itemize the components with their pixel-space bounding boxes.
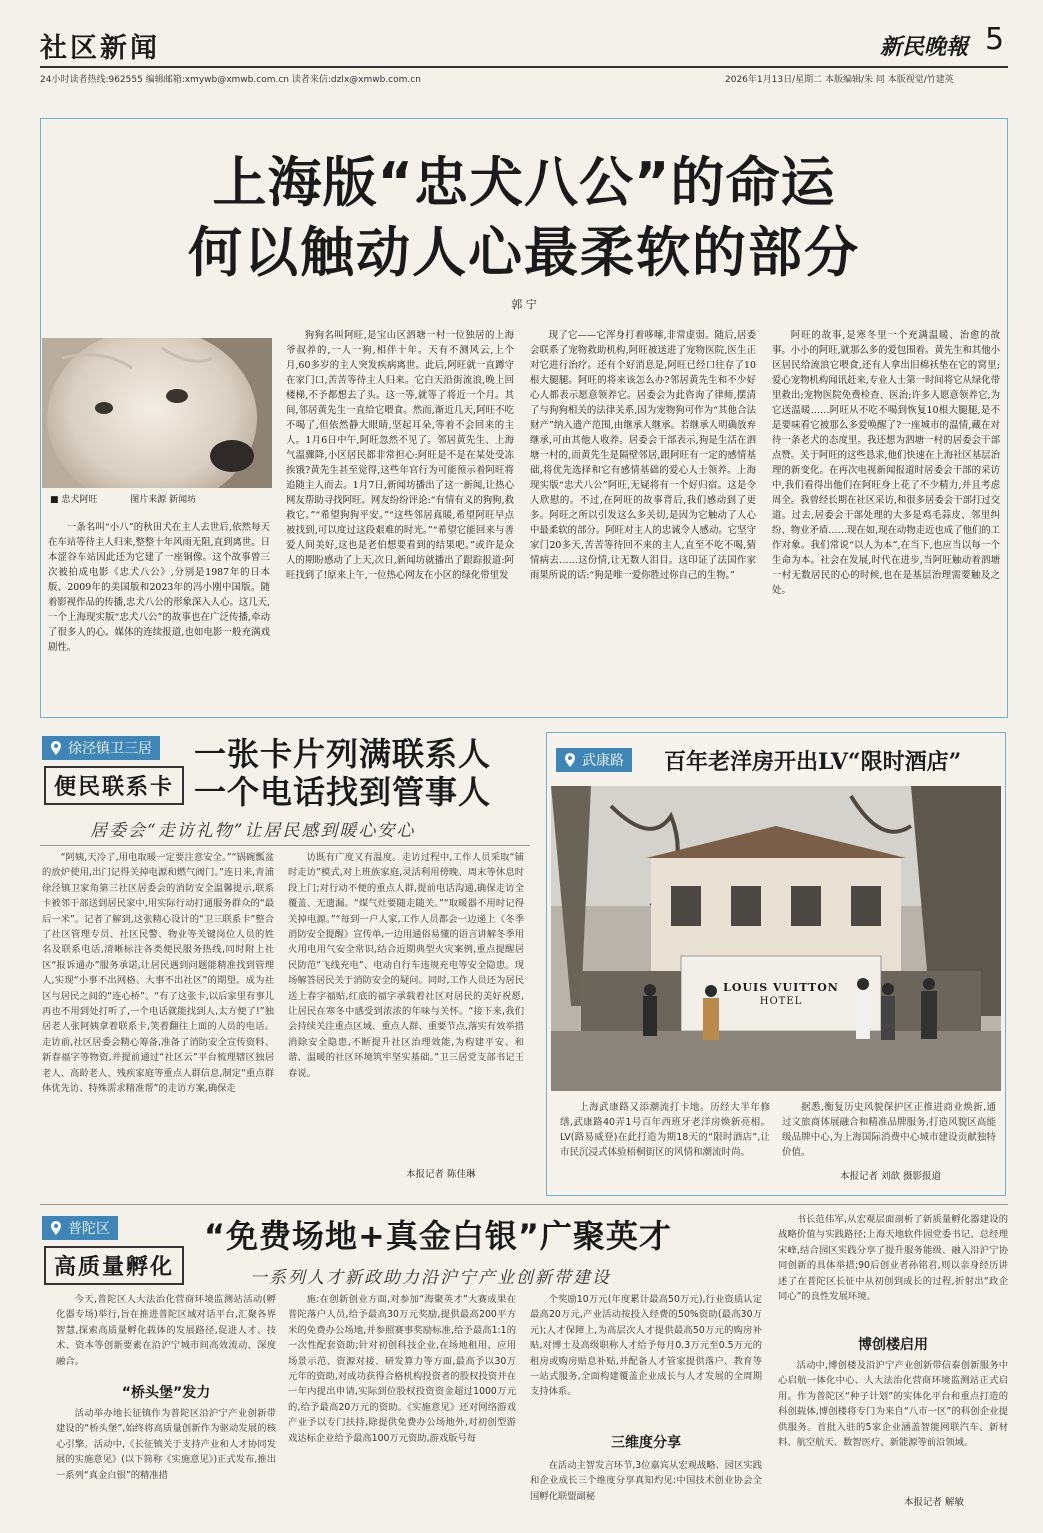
lv-hotel-photo	[551, 786, 1001, 1091]
location-tag-putuo	[42, 1216, 118, 1240]
xujing-headline-2: 一个电话找到管事人	[194, 773, 492, 811]
header-rule	[40, 66, 1008, 68]
xujing-column-1: “阿姨,天冷了,用电取暖一定要注意安全。”“锅碗瓢盆的放炉使用,出门记得关掉电源和燃气阀门。”连日来,青浦徐泾镇卫家角第三社区居委会的消防安全温馨提示,联系卡被邻干部送到居民家中,用实际行动打通服务群众的“最后一米”。记者了解到,这张精心设计的“卫三联系卡”整合了社区管理专员、社区民警、物业等关键岗位人员的姓名及联系电话,清晰标注各类便民服务热线,同时附上社区“报诉通办”服务承诺,让居民遇到问题能精准找到管理人,实现“小事不出网格、大事不出社区”的期望。成为社区与居民之间的“连心桥”。“有了这张卡,以后家里有事儿再也不用到处打听了,一个电话就能找到人,太方便了!”独居老人张阿姨拿着联系卡,笑着翻往上面的人员的电话。走访前,社区居委会精心筹备,准备了消防安全宣传资料、新春福字等物资,并提前通过“社区云”平台梳理辖区独居老人、高龄老人、残疾家庭等重点人群信息,制定“重点群体优先访、特殊需求精准帮”的走访方案,确保走	[42, 852, 274, 1095]
putuo-subtitle-bridgehead: “桥头堡”发力	[121, 1385, 211, 1401]
putuo-column-2: 施:在创新创业方面,对参加“海聚英才”大赛成果在普陀落户人员,给予最高30万元奖励,提供最高200平方米的免费办公场地,并参照赛事奖励标准,给予最高1:1的一次性配套资助;针对初创科技企业,在场地租用、应用场景示范、资源对接、研发算力等方面,最高予以30万元年的资助,对成功获得合格机构投资者的股权投资并在一年内提出申请,实际到位股权投资资金超过1000万元的,给予最高20万元的资助。《实施意见》还对网络游戏产业予以专门扶持,除提供免费办公场地外,对初创型游戏达标企业给予最高100万元资助,游戏版号每	[288, 1294, 516, 1444]
location-tag-wukang	[556, 748, 632, 772]
top-story-title-line2: 何以触动人心最柔软的部分	[188, 221, 860, 284]
putuo-column-1b: 活动举办地长征镇作为普陀区沿沪宁产业创新带建设的“桥头堡”,始终将高质量创新作为驱动发展的核心引擎。活动中,《长征镇关于支持产业和人才协同发展的实施意见》(以下简称《实施意见》)正式发布,推出一系列“真金白银”的精准措	[56, 1408, 276, 1481]
xujing-headline-1: 一张卡片列满联系人	[194, 735, 492, 773]
wukang-caption-2: 据悉,衡复历史风貌保护区正推进商业焕新,通过文旅商体展融合和精准品牌服务,打造风貌区高能级品牌中心,为上海国际消费中心城市建设贡献独特价值。	[782, 1102, 996, 1158]
putuo-column-3b: 在活动主智发言环节,3位嘉宾从宏观战略、园区实践和企业成长三个维度分享真知灼见:中国技术创业协会全国孵化联盟副秘	[530, 1460, 762, 1502]
putuo-column-4: 书长范伟军,从宏观层面剖析了新质量孵化器建设的战略价值与实践路径;上海天地软件园党委书记、总经理宋峰,结合园区实践分享了提升服务能级、融入沿沪宁协同创新的具体举措;90后创业者孙铭君,则以亲身经历讲述了在普陀区长征中从初创到成长的过程,折射出“政企同心”的良性发展环境。	[778, 1214, 1008, 1303]
putuo-subhead: 一系列人才新政助力沿沪宁产业创新带建设	[250, 1268, 611, 1288]
putuo-headline: “免费场地+真金白银”广聚英才	[204, 1217, 672, 1255]
putuo-reporter: 本报记者 解敏	[904, 1497, 965, 1508]
contact-info: 24小时读者热线:962555 编辑邮箱:xmywb@xmwb.com.cn 读者来信:dzlx@xmwb.com.cn	[40, 75, 421, 85]
map-pin-icon	[50, 741, 62, 755]
putuo-column-4b: 活动中,博创楼及沿沪宁产业创新带信泰创新服务中心启航一体化中心、人大法治化营商环境监测站正式启用。作为普陀区“种子计划”的实体化平台和重点打造的科创载体,博创楼将专门为来自“八市一区”的科创企业提供服务。首批入驻的5家企业涵盖智能网联汽车、新材料、航空航天、数智医疗、新能源等前沿领域。	[778, 1360, 1008, 1449]
location-tag-xujing	[42, 736, 160, 760]
stamp-incubation: 高质量孵化	[44, 1246, 184, 1285]
top-story-column-2: 狗狗名叫阿旺,是宝山区泗塘一村一位独居的上海爷叔养的,一人一狗,相伴十年。天有不测风云,上个月,60多岁的主人突发疾病离世。此后,阿旺就一直蹲守在家门口,苦苦等待主人归来。它白天沿街流浪,晚上回楼梯,不予都想去了头。这一等,就等了将近一个月。其间,邻居黄先生一直给它喂食。然而,渐近几天,阿旺不吃不喝了,但依然静大眼睛,坚起耳朵,等着不会回来的主人。1月6日中午,阿旺忽然不见了。邻居黄先生、上海气温骤降,小区居民都非常担心:阿旺是不是在某处受冻挨饿?黄先生甚至觉得,这些年官行为可能预示着阿旺将追随主人而去。1月7日,新闻坊播出了这一新闻,让热心网友帮助寻找阿旺。网友纷纷评论:“有情有义的狗狗,救救它。”“希望狗狗平安。”“这些邻居真暖,希望阿旺早点被找到,可以度过这段艰难的时光。”“希望它能回来与善爱人间美好,这也是老伯想要看到的结果吧。”或许是众人的期盼感动了上天,次日,新闻坊就播出了跟踪报道:阿旺找到了!原来上午,一位热心网友在小区的绿化带里发	[286, 330, 514, 581]
lv-sign-name: LOUIS VUITTON	[723, 981, 839, 994]
top-story-column-4: 阿旺的故事,是寒冬里一个充满温暖、治愈的故事。小小的阿旺,就那么多的爱包围着。黄先生和其他小区居民给流浪它喂食,还有人拿出旧棉袄垫在它的窝里;爱心宠物机构闻讯赶来,专业人士第一时间将它从绿化带里救出;宠物医院免费检查、医治;许多人愿意领养它,为它送温暖……阿旺从不吃不喝到恢复10根大腿腿,是不是要味看它被那么多爱唤醒了?一座城市的温情,藏在对待一条老犬的态度里。我还想为泗塘一村的居委会干部点赞。关于阿旺的这些恳求,他们快速在上海社区基层治理的新变化。在再次电视新闻报道时居委会干部的采访中,我们看得出他们在阿旺身上花了不少精力,并且考虑周全。我曾经长期在社区采访,和很多居委会干部打过交道。过去,居委会干部处理的大多是鸡毛蒜皮、邻里纠纷、物业矛盾……现在如,现在动物走近也成了他们的工作对象。我们常说“以人为本”,在当下,也应当以每一个生命为本。社会在发展,时代在进步,当阿旺触动着泗塘一村无数居民的心的时候,也在是基层治理需要触及之处。	[772, 330, 1000, 596]
top-story-title-line1: 上海版“忠犬八公”的命运	[212, 151, 836, 214]
top-story-byline: 郭 宁	[511, 298, 537, 311]
date-editor-info: 2026年1月13日/星期二 本版编辑/朱 同 本版视觉/竹建英	[725, 75, 954, 85]
location-name: 普陀区	[68, 1221, 110, 1237]
xujing-column-2: 访既有广度又有温度。走访过程中,工作人员采取“铺时走访”模式,对上班族家庭,灵活利用傍晚、周末等休息时段上门;对行动不便的重点人群,提前电话沟通,确保走访全覆盖、无遗漏。“煤气灶要随走随关。”“取暖器不用时记得关掉电源。”“每到一户人家,工作人员都会一边递上《冬季消防安全提醒》宣传单,一边用通俗易懂的语言讲解冬季用火用电用气安全常识,结合近期典型火灾案例,重点提醒居民防范“飞线充电”、电动自行车违规充电等安全隐患。现场解答居民关于消防安全的疑问。同时,工作人员还为居民送上春字福贴,红底的福字承载着社区对居民的美好祝愿,让居民在寒冬中感受到浓浓的年味与关怀。“接下来,我们会持续关注重点区域、重点人群、重要节点,落实有效举措消除安全隐患,不断提升社区治理效能,为构建平安、和谐、温暖的社区环境筑牢坚实基础。”卫三居党支部书记王春说。	[288, 852, 524, 1079]
map-pin-icon	[564, 753, 576, 767]
xujing-reporter: 本报记者 陈佳琳	[406, 1169, 476, 1180]
putuo-subtitle-bochuang: 博创楼启用	[858, 1337, 928, 1353]
section-title: 社区新闻	[40, 33, 160, 64]
lv-sign-hotel: HOTEL	[759, 996, 803, 1007]
location-name: 武康路	[582, 753, 624, 769]
stamp-convenience-card: 便民联系卡	[44, 766, 184, 805]
wukang-caption-1: 上海武康路又添潮流打卡地。历经大半年修缮,武康路40弄1号百年西班牙老洋房焕新亮相。LV(路易威登)在此打造为期18天的“限时酒店”,让市民沉浸式体验梧桐街区的风情和潮流时尚。	[560, 1102, 770, 1158]
photo-source-text: 图片来源 新闻坊	[130, 495, 197, 505]
page-number: 5	[985, 22, 1005, 57]
top-story-column-1: 一条名叫“小八”的秋田犬在主人去世后,依然每天在车站等待主人归来,整整十年风雨无阻,直到离世。日本涩谷车站因此还为它建了一座铜像。这个故事曾三次被拍成电影《忠犬八公》,分别是1987年的日本版、2009年的美国版和2023年的冯小刚中国版。随着影视作品的传播,忠犬八公的形象深入人心。这几天,一个上海现实版“忠犬八公”的故事也在广泛传播,牵动了很多人的心。媒体的连续报道,也如电影一般充满戏剧性。	[48, 522, 270, 653]
divider	[40, 1204, 1008, 1205]
dog-photo	[42, 338, 272, 488]
top-story-column-3: 现了它——它浑身打着哆嗦,非常虚弱。随后,居委会联系了宠物救助机构,阿旺被送进了宠物医院,医生正对它进行治疗。还有个好消息是,阿旺已经口往存了10根大腿腿。阿旺的将来该怎么办?邻居黄先生和不少好心人都表示愿意领养它。居委会为此咨询了律师,摆清了与狗狗相关的法律关系,因为宠物狗可作为“其他合法财产”纳入遗产范围,由继承人继承。若继承人明确放弃继承,可由其他人收养。居委会干部表示,狗是生活在泗塘一村的,而黄先生是隔壁邻居,跟阿旺有一定的感情基础,将优先选择和它有感情基础的爱心人士领养。上海现实版“忠犬八公”阿旺,无疑将有一个好归宿。这是令人欣慰的。不过,在阿旺的故事背后,我们感动到了更多。阿旺之所以引发这么多关切,是因为它触动了人心中最柔软的部分。阿旺对主人的忠诚令人感动。它坚守家门20多天,苦苦等待回不来的主人,直至不吃不喝,猜情病去……这份情,让无数人泪目。这印证了法国作家雨果所说的话:“狗是唯一爱你胜过你自己的生物。”	[530, 330, 756, 581]
dog-photo-caption	[42, 488, 272, 508]
putuo-column-1: 今天,普陀区人大法治化营商环境监测站活动(孵化器专场)举行,旨在推进普陀区域对话平台,汇聚各界智慧,探索高质量孵化载体的发展路径,促进人才、技术、资本等创新要素在沿沪宁城市间高效流动、深度融合。	[56, 1294, 276, 1367]
xujing-subhead: 居委会“走访礼物”让居民感到暖心安心	[90, 821, 416, 841]
photo-caption-text: ■ 忠犬阿旺	[50, 495, 98, 505]
divider	[40, 845, 530, 846]
putuo-subtitle-three-dimensions: 三维度分享	[611, 1435, 681, 1451]
map-pin-icon	[50, 1221, 62, 1235]
wukang-headline: 百年老洋房开出LV“限时酒店”	[664, 749, 962, 775]
wukang-reporter: 本报记者 刘歆 摄影报道	[840, 1171, 942, 1182]
location-name: 徐泾镇卫三居	[68, 741, 152, 757]
putuo-column-3: 个奖励10万元(年度累计最高50万元),行业资质认定最高20万元,产业活动按投入经费的50%资助(最高30万元);人才保障上,为高层次人才提供最高50万元的购房补贴,对博士及高级职称人才给予每月0.3万元至0.5万元的租房或购房贴息补贴,并配备人才管家提供落户、教育等一站式服务,全面构建覆盖企业成长与人才发展的全周期支持体系。	[530, 1294, 762, 1398]
newspaper-name: 新民晚報	[880, 34, 969, 60]
